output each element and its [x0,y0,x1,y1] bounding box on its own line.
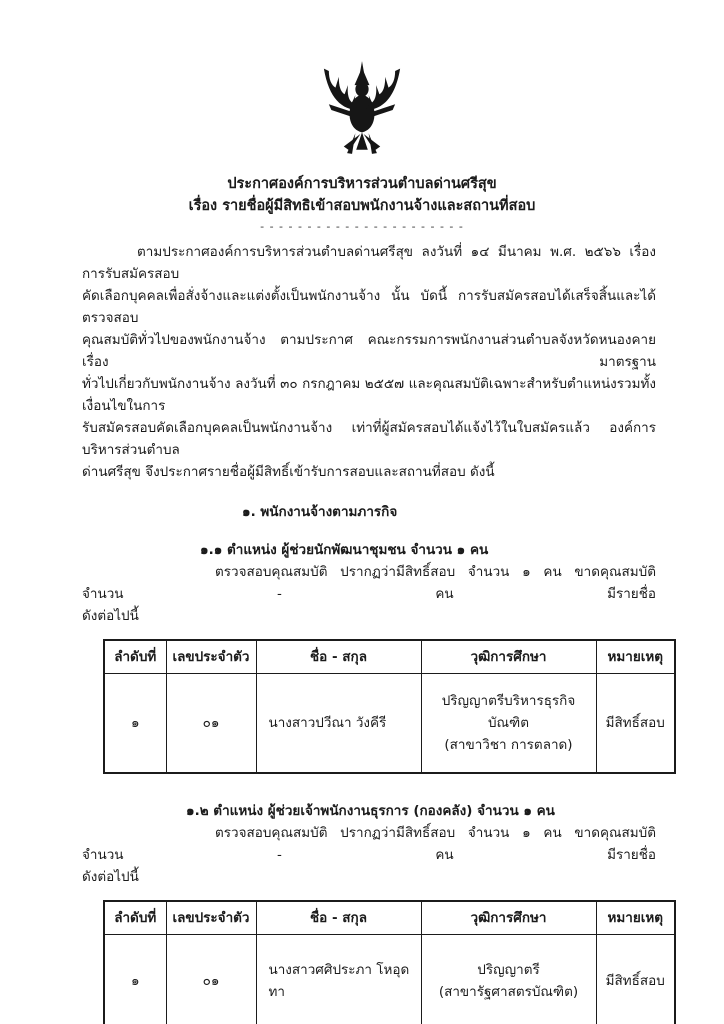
col-header-applicant-no: เลขประจำตัว [166,640,256,674]
col-header-name: ชื่อ - สกุล [256,901,421,935]
subsection-1-1-check-text [82,561,656,627]
subsection-1-2-heading: ๑.๒ ตำแหน่ง ผู้ช่วยเจ้าพนักงานธุรการ (กองคลัง) จำนวน ๑ คน [186,803,555,819]
document-body [0,241,724,1024]
cell-applicant-no: ๐๑ [166,935,256,1024]
col-header-remark: หมายเหตุ [596,640,675,674]
paragraph-line: คุณสมบัติทั่วไปของพนักงานจ้าง ตามประกาศ คณะกรรมการพนักงานส่วนตำบลจังหวัดหนองคาย เรื่อง มาตรฐาน [82,332,656,370]
document-title-line1: ประกาศองค์การบริหารส่วนตำบลด่านศรีสุข [227,176,497,192]
paragraph-line: รับสมัครสอบคัดเลือกบุคคลเป็นพนักงานจ้าง เท่าที่ผู้สมัครสอบได้แจ้งไว้ในใบสมัครแล้ว องค์การบริหารส่วนตำบล [82,420,656,458]
col-header-qualification: วุฒิการศึกษา [421,640,596,674]
table-row [104,674,675,774]
applicants-table-1 [103,639,676,774]
paragraph-line: ตามประกาศองค์การบริหารส่วนตำบลด่านศรีสุข ลงวันที่ ๑๔ มีนาคม พ.ศ. ๒๕๖๖ เรื่อง การรับสมัครสอบ [82,244,656,282]
qualification-line: ปริญญาตรี [477,962,540,978]
col-header-name: ชื่อ - สกุล [256,640,421,674]
intro-paragraph [82,241,656,483]
cell-name: นางสาวศศิประภา โหอุดทา [256,935,421,1024]
check-line: ดังต่อไปนี้ [82,608,139,624]
cell-qualification [421,674,596,774]
cell-name: นางสาวปวีณา วังคีรี [256,674,421,774]
check-line: ตรวจสอบคุณสมบัติ ปรากฏว่ามีสิทธิ์สอบ จำนวน ๑ คน ขาดคุณสมบัติ จำนวน - คน มีรายชื่อ [82,825,656,863]
subsection-1-2-check-text [82,822,656,888]
col-header-applicant-no: เลขประจำตัว [166,901,256,935]
check-line: ตรวจสอบคุณสมบัติ ปรากฏว่ามีสิทธิ์สอบ จำนวน ๑ คน ขาดคุณสมบัติ จำนวน - คน มีรายชื่อ [82,564,656,602]
garuda-emblem-icon [304,54,420,173]
applicants-table-2 [103,900,676,1024]
paragraph-line: คัดเลือกบุคคลเพื่อสั่งจ้างและแต่งตั้งเป็นพนักงานจ้าง นั้น บัดนี้ การรับสมัครสอบได้เสร็จสิ้นและได้ตรวจสอบ [82,288,656,326]
subsection-1-1-heading: ๑.๑ ตำแหน่ง ผู้ช่วยนักพัฒนาชุมชน จำนวน ๑ คน [200,542,489,558]
table-header-row [104,901,675,935]
qualification-line: (สาขารัฐศาสตรบัณฑิต) [438,984,579,1000]
paragraph-line: ด่านศรีสุข จึงประกาศรายชื่อผู้มีสิทธิ์เข้ารับการสอบและสถานที่สอบ ดังนี้ [82,464,495,480]
cell-order: ๑ [104,935,166,1024]
dashed-divider: - - - - - - - - - - - - - - - - - - - - - - [260,220,464,233]
paragraph-line: ทั่วไปเกี่ยวกับพนักงานจ้าง ลงวันที่ ๓๐ กรกฎาคม ๒๕๕๗ และคุณสมบัติเฉพาะสำหรับตำแหน่งรวมทั้งเงื่อนไขในการ [82,376,656,414]
cell-order: ๑ [104,674,166,774]
cell-remark: มีสิทธิ์สอบ [596,674,675,774]
qualification-line: (สาขาวิชา การตลาด) [444,737,573,753]
col-header-qualification: วุฒิการศึกษา [421,901,596,935]
cell-qualification [421,935,596,1024]
document-title-line2: เรื่อง รายชื่อผู้มีสิทธิเข้าสอบพนักงานจ้างและสถานที่สอบ [188,198,536,214]
table-header-row [104,640,675,674]
table-row [104,935,675,1024]
col-header-order: ลำดับที่ [104,901,166,935]
check-line: ดังต่อไปนี้ [82,869,139,885]
col-header-remark: หมายเหตุ [596,901,675,935]
emblem-container [0,0,724,173]
section-1-heading: ๑. พนักงานจ้างตามภารกิจ [242,504,398,520]
cell-remark: มีสิทธิ์สอบ [596,935,675,1024]
col-header-order: ลำดับที่ [104,640,166,674]
cell-applicant-no: ๐๑ [166,674,256,774]
qualification-line: ปริญญาตรีบริหารธุรกิจบัณฑิต [441,693,576,731]
